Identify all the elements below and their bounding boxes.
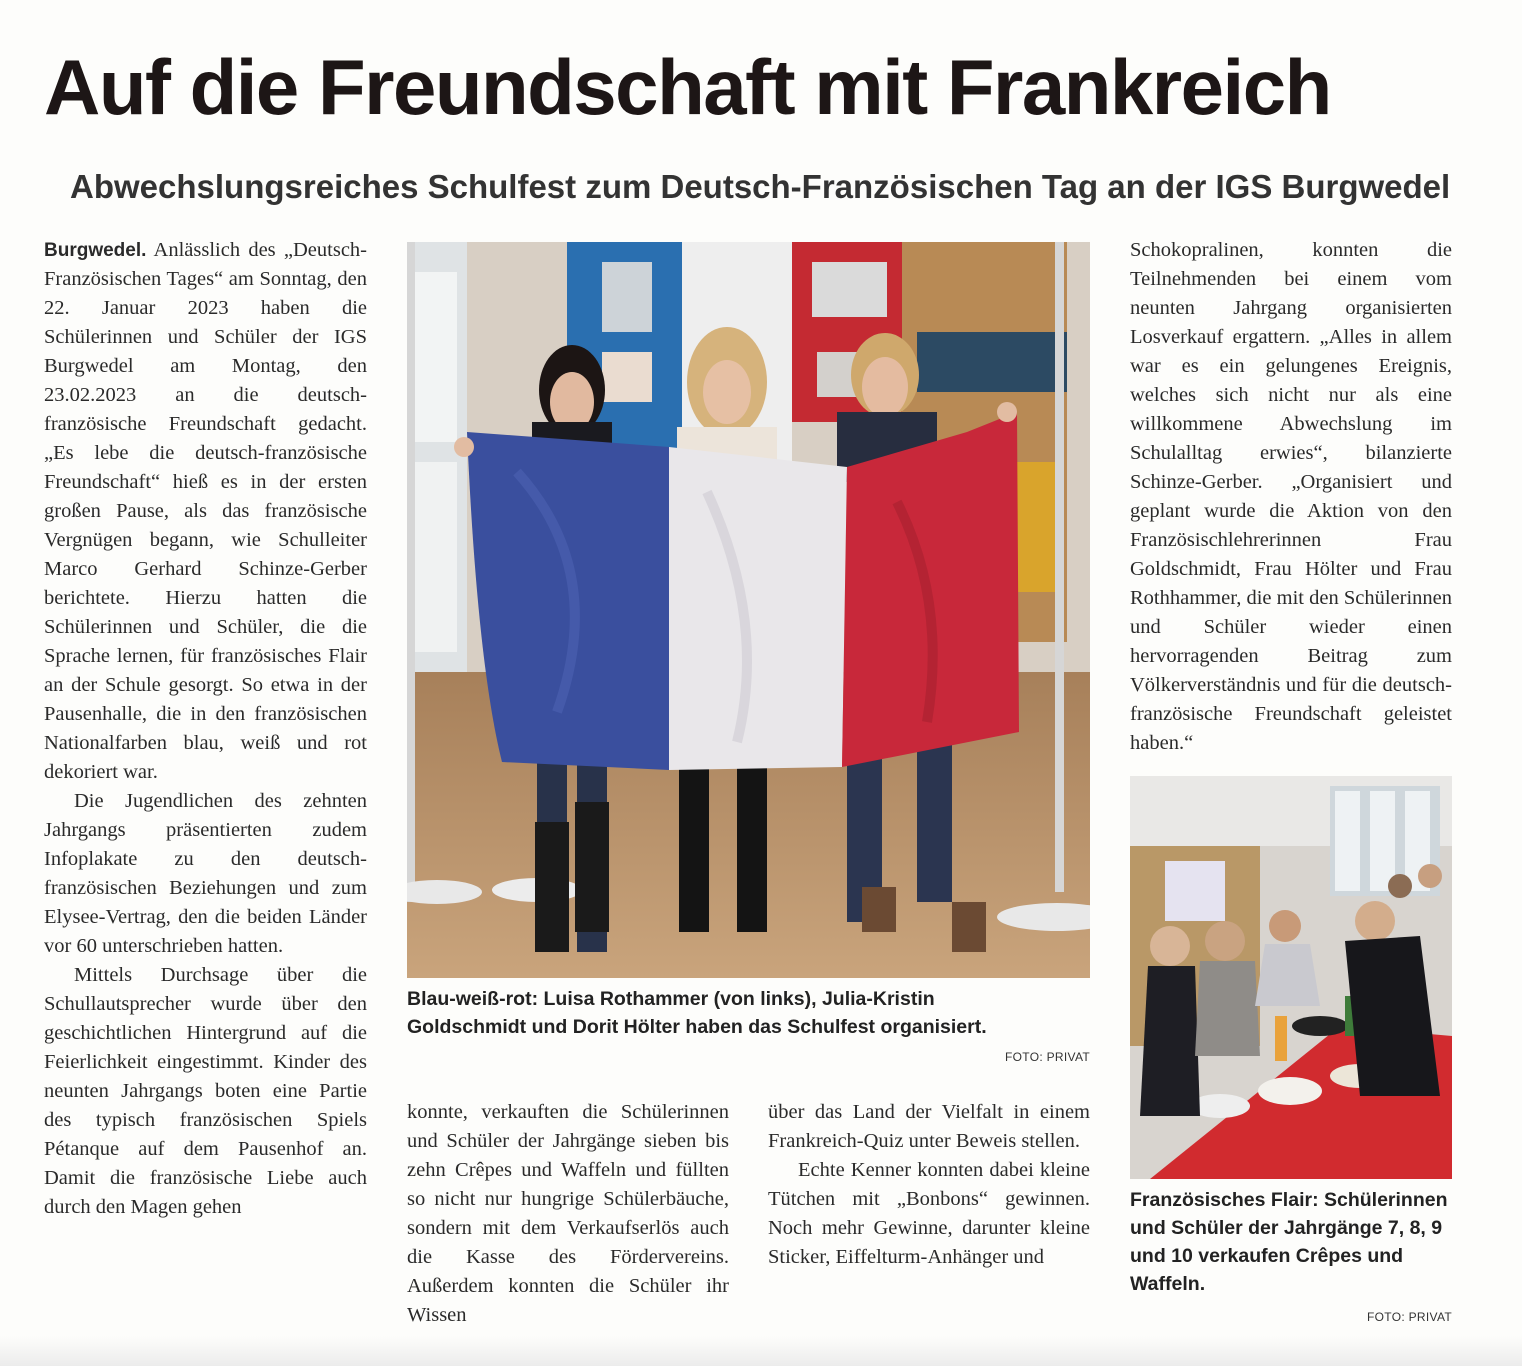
main-photo-credit: FOTO: PRIVAT xyxy=(1005,1050,1090,1064)
paragraph: Mittels Durchsage über die Schullautsprecher wurde über den geschichtlichen Hintergrund auf die Feierlichkeit eingestimmt. Kinder des neunten Jahrgangs boten eine Partie des typisch französischen Spiels Pétanque auf dem Pausenhof an. Damit die französische Liebe auch durch den Magen gehen xyxy=(44,964,367,1218)
article-column-2 xyxy=(407,1098,729,1330)
dateline: Burgwedel. xyxy=(44,240,147,261)
side-photo-credit: FOTO: PRIVAT xyxy=(1367,1310,1452,1324)
article-column-4 xyxy=(1130,236,1452,758)
main-photo xyxy=(407,242,1090,978)
side-photo-caption: Französisches Flair: Schülerinnen und Schüler der Jahrgänge 7, 8, 9 und 10 verkaufen Crêpes und Waffeln. xyxy=(1130,1189,1448,1295)
subheadline: Abwechslungsreiches Schulfest zum Deutsch-Französischen Tag an der IGS Burgwedel xyxy=(70,168,1451,205)
article-column-1 xyxy=(44,236,367,1222)
paragraph-text: Anlässlich des „Deutsch-Französischen Tages“ am Sonntag, den 22. Januar 2023 haben die Schülerinnen und Schüler der IGS Burgwedel am Montag, den 23.02.2023 an die deutsch-französische Freundschaft gedacht. „Es lebe die deutsch-französische Freundschaft“ hieß es in der ersten großen Pause, als das französische Vergnügen begann, wie Schulleiter Marco Gerhard Schinze-Gerber berichtete. Hierzu hatten die Schülerinnen und Schüler, die die Sprache lernen, für französisches Flair an der Schule gesorgt. So etwa in der Pausenhalle, die in den französischen Nationalfarben blau, weiß und rot dekoriert war. xyxy=(44,239,367,783)
paragraph: über das Land der Vielfalt in einem Frankreich-Quiz unter Beweis stellen. xyxy=(768,1101,1090,1152)
paragraph: konnte, verkauften die Schülerinnen und Schüler der Jahrgänge sieben bis zehn Crêpes und Waffeln und füllten so nicht nur hungrige Schülerbäuche, sondern mit dem Verkaufserlös auch die Kasse des Fördervereins. Außerdem konnten die Schüler ihr Wissen xyxy=(407,1101,729,1326)
paragraph: Echte Kenner konnten dabei kleine Tütchen mit „Bonbons“ gewinnen. Noch mehr Gewinne, darunter kleine Sticker, Eiffelturm-Anhänger und xyxy=(768,1159,1090,1268)
paragraph: Schokopralinen, konnten die Teilnehmenden bei einem vom neunten Jahrgang organisierten Losverkauf ergattern. „Alles in allem war es ein gelungenes Ereignis, welches sich nicht nur als eine willkommene Abwechslung im Schulalltag erwies“, bilanzierte Schinze-Gerber. „Organisiert und geplant wurde die Aktion von den Französischlehrerinnen Frau Goldschmidt, Frau Hölter und Frau Rothhammer, die mit den Schülerinnen und Schüler wieder einen hervorragenden Beitrag zum Völkerverständnis und für die deutsch-französische Freundschaft geleistet haben.“ xyxy=(1130,239,1452,754)
page-bottom-shadow xyxy=(0,1336,1522,1366)
headline: Auf die Freundschaft mit Frankreich xyxy=(44,43,1331,131)
side-photo xyxy=(1130,776,1452,1179)
paragraph xyxy=(44,236,367,787)
article-column-3 xyxy=(768,1098,1090,1272)
paragraph: Die Jugendlichen des zehnten Jahrgangs präsentierten zudem Infoplakate zu den deutsch-französischen Beziehungen und zum Elysee-Vertrag, den die beiden Länder vor 60 unterschrieben hatten. xyxy=(44,790,367,957)
main-photo-caption: Blau-weiß-rot: Luisa Rothammer (von links), Julia-Kristin Goldschmidt und Dorit Hölter haben das Schulfest organisiert. xyxy=(407,988,987,1038)
